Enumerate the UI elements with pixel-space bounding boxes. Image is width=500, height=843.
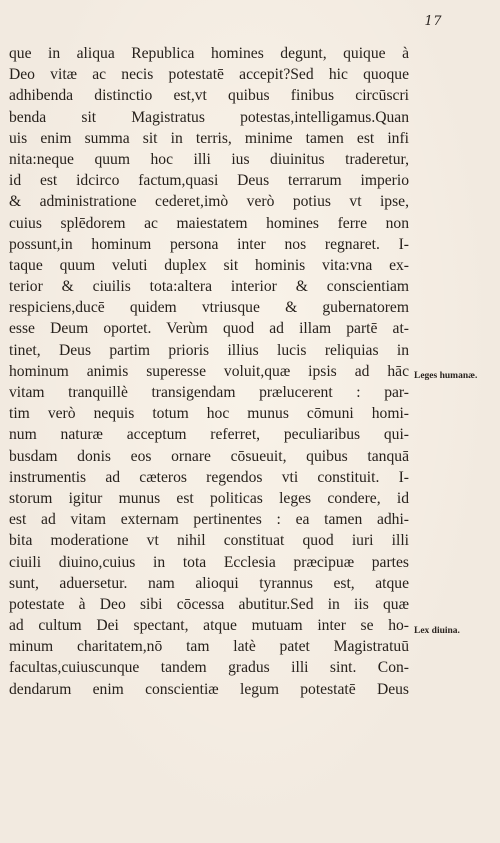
text-line-1: que in aliqua Republica homines degunt, quique à: [9, 45, 409, 62]
text-line-20: busdam donis eos ornare cōsueuit, quibus tanquā: [9, 447, 409, 465]
text-line-19: num naturæ acceptum referret, peculiaribus qui-: [9, 426, 409, 444]
margin-note-leges-humanae: Leges humanæ.: [414, 371, 478, 381]
text-line-23: est ad vitam externam pertinentes : ea tamen adhi-: [9, 511, 409, 529]
text-line-28: ad cultum Dei spectant, atque mutuam inter se ho-: [9, 617, 409, 635]
margin-note-lex-diuina: Lex diuina.: [414, 626, 460, 636]
text-line-5: uis enim summa sit in terris, minime tamen est infi: [9, 129, 409, 147]
text-line-21: instrumentis ad cæteros regendos vti constituit. I-: [9, 468, 409, 486]
text-line-31: dendarum enim conscientiæ legum potestatē Deus: [9, 680, 409, 698]
text-line-2: Deo vitæ ac necis potestatē accepit?Sed hic quoque: [9, 66, 409, 84]
text-line-30: facultas,cuiuscunque tandem gradus illi sint. Con-: [9, 659, 409, 677]
text-line-22: storum igitur munus est politicas leges condere, id: [9, 489, 409, 507]
text-line-25: ciuili diuino,cuius in tota Ecclesia præcipuæ partes: [9, 553, 409, 571]
text-line-29: minum charitatem,nō tam latè patet Magistratuū: [9, 638, 409, 656]
text-line-15: tinet, Deus partim prioris illius lucis reliquias in: [9, 341, 409, 359]
text-line-12: terior & ciuilis tota:altera interior & conscientiam: [9, 278, 409, 296]
text-line-16: hominum animis superesse voluit,quæ ipsis ad hāc: [9, 362, 409, 380]
body-text: [9, 43, 409, 700]
text-line-9: cuius splēdorem ac maiestatem homines ferre non: [9, 214, 409, 232]
text-line-8: & administratione cederet,imò verò potius vt ipse,: [9, 193, 409, 211]
text-line-3: adhibenda distinctio est,vt quibus finibus circūscri: [9, 87, 409, 105]
text-line-7: id est idcirco factum,quasi Deus terrarum imperio: [9, 172, 409, 190]
text-line-10: possunt,in hominum persona inter nos regnaret. I-: [9, 235, 409, 253]
text-line-11: taque quum veluti duplex sit hominis vita:vna ex-: [9, 256, 409, 274]
text-line-26: sunt, aduersetur. nam alioqui tyrannus est, atque: [9, 574, 409, 592]
text-line-24: bita moderatione vt nihil constituat quod iuri illi: [9, 532, 409, 550]
text-line-27: potestate à Deo sibi cōcessa abutitur.Sed in iis quæ: [9, 595, 409, 613]
text-line-6: nita:neque quum hoc illi ius diuinitus traderetur,: [9, 150, 409, 168]
page-number: 17: [424, 14, 442, 29]
text-line-17: vitam tranquillè transigendam prælucerent : par-: [9, 384, 409, 401]
text-line-18: tim verò nequis totum hoc munus cōmuni homi-: [9, 405, 409, 423]
text-line-13: respiciens,ducē quidem vtriusque & gubernatorem: [9, 299, 409, 317]
text-line-4: benda sit Magistratus potestas,intelligamus.Quan: [9, 108, 409, 126]
text-line-14: esse Deum oportet. Verùm quod ad illam partē at-: [9, 320, 409, 338]
